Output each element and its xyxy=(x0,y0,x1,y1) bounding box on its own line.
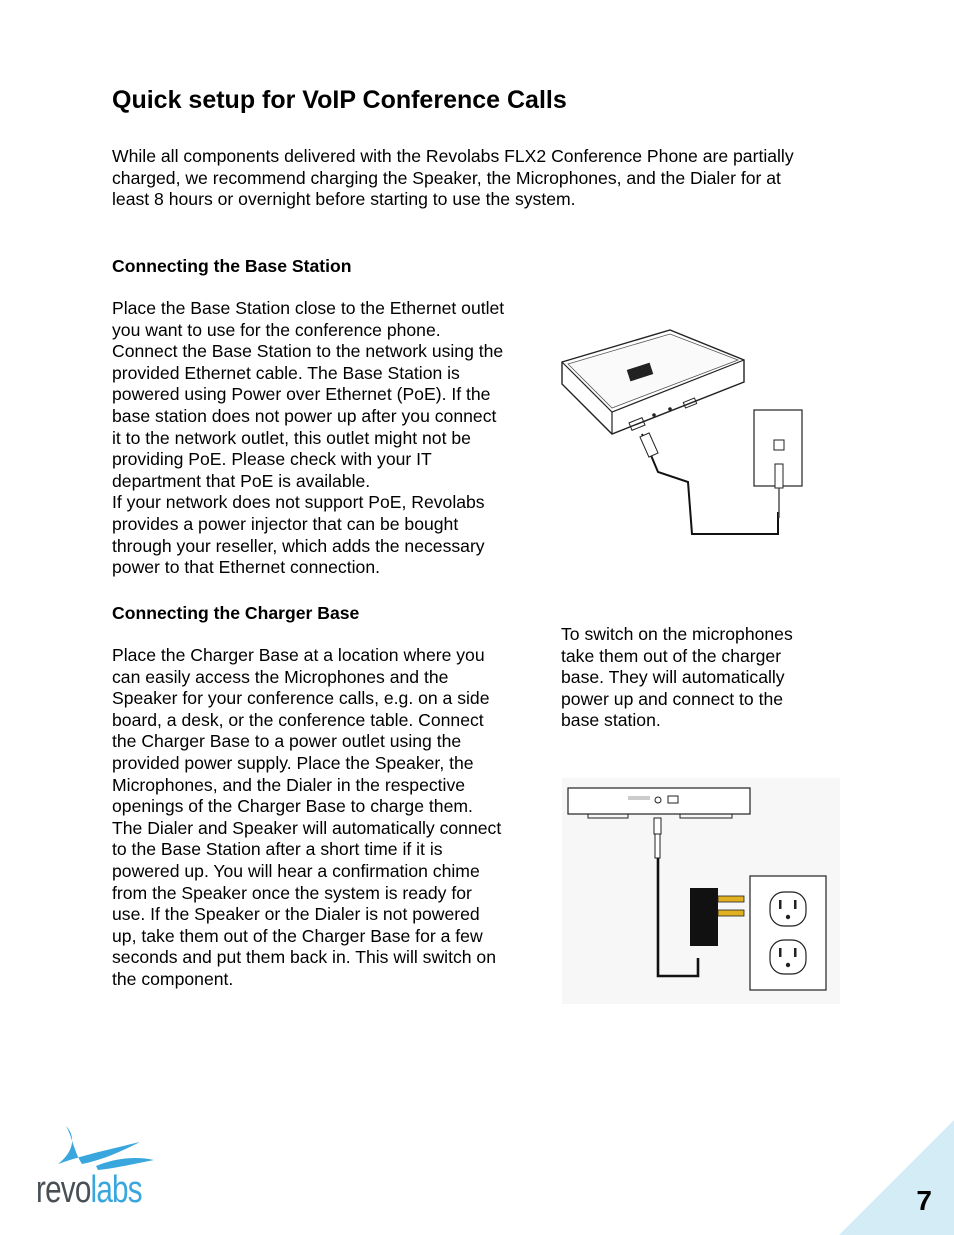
page-number: 7 xyxy=(916,1185,932,1216)
microphones-note: To switch on the microphones take them out of the charger base. They will automatically power up and connect to the base station. xyxy=(561,624,793,731)
charger-base-illustration xyxy=(562,778,840,1004)
base-station-illustration xyxy=(558,322,814,544)
intro-paragraph: While all components delivered with the Revolabs FLX2 Conference Phone are partially charged, we recommend charging the Speaker, the Microphones, and the Dialer for at least 8 hours or overnight before starting to use the system. xyxy=(112,146,794,210)
page-corner-tab xyxy=(839,1120,954,1235)
base-station-heading: Connecting the Base Station xyxy=(112,256,352,276)
page-title: Quick setup for VoIP Conference Calls xyxy=(112,86,567,114)
logo-part-revo: revo xyxy=(36,1169,91,1211)
charger-base-heading: Connecting the Charger Base xyxy=(112,603,360,623)
charger-base-paragraph: Place the Charger Base at a location where you can easily access the Microphones and the Speaker for your conference calls, e.g. on a side board, a desk, or the conference table. Connect the Charger Base to a power outlet using the provided power supply. Place the Speaker, the Microphones, and the Dialer in the respective openings of the Charger Base to charge them. The Dialer and Speaker will automatically connect to the Base Station after a short time if it is powered up. You will hear a confirmation chime from the Speaker once the system is ready for use. If the Speaker or the Dialer is not powered up, take them out of the Charger Base for a few seconds and put them back in. This will switch on the component. xyxy=(112,645,502,989)
base-station-paragraph: Place the Base Station close to the Ethernet outlet you want to use for the conference phone. Connect the Base Station to the network using the provided Ethernet cable. The Base Station is powered using Power over Ethernet (PoE). If the base station does not power up after you connect it to the network outlet, this outlet might not be providing PoE. Please check with your IT department that PoE is available. If your network does not support PoE, Revolabs provides a power injector that can be bought through your reseller, which adds the necessary power to that Ethernet connection. xyxy=(112,298,505,578)
revolabs-logo-text xyxy=(36,1170,142,1210)
logo-part-labs: labs xyxy=(90,1169,142,1211)
